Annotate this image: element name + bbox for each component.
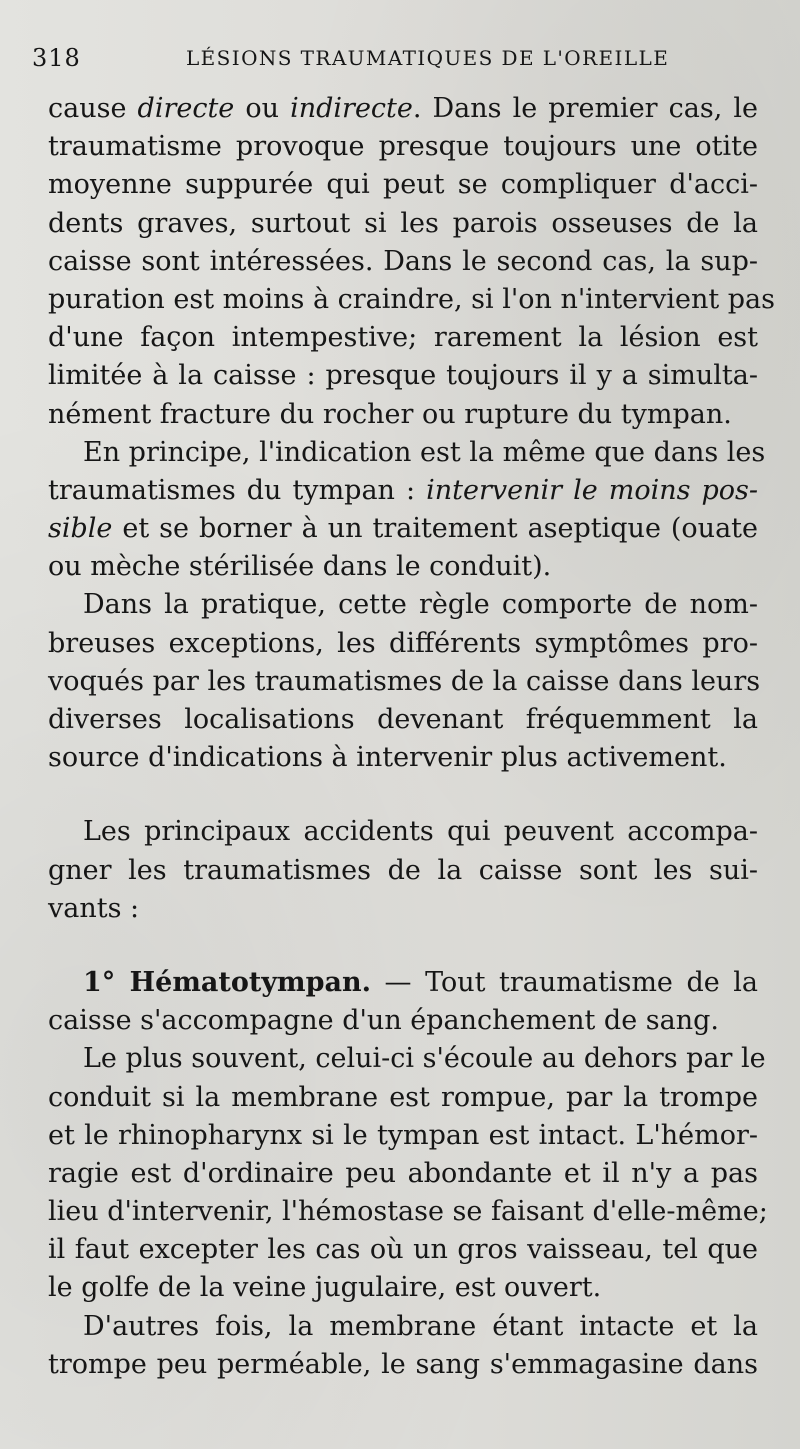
page-number: 318 [32,44,81,72]
text-run: . Dans le premier cas, le [412,93,758,124]
text-run: il faut excepter les cas où un gros vaisseau, tel que [48,1234,758,1266]
text-line [48,1308,758,1346]
text-run: lieu d'intervenir, l'hémostase se faisant d'elle-même; [48,1196,768,1228]
text-run: Les principaux accidents qui peuvent accompa- [83,816,758,848]
text-run: conduit si la membrane est rompue, par la trompe [48,1081,758,1113]
text-line [48,1346,758,1384]
text-line [48,396,758,434]
text-line [48,813,758,851]
running-header [22,40,752,74]
text-run: dents graves, surtout si les parois osseuses de la [48,207,758,239]
text-line [48,434,766,472]
text-run: ou mèche stérilisée dans le conduit). [48,551,552,583]
text-run: ragie est d'ordinaire peu abondante et il n'y a pas [48,1157,758,1189]
text-line [48,281,775,319]
text-line [48,1193,768,1231]
paragraph-spacer [48,928,758,964]
paragraph [48,964,758,1040]
text-line [48,243,758,281]
text-run: moyenne suppurée qui peut se compliquer d'acci- [48,169,758,201]
section-heading: 1° Hématotympan. [83,966,372,998]
text-line [48,1231,758,1269]
text-run: puration est moins à craindre, si l'on n'intervient pas [48,283,775,315]
text-line [48,548,758,586]
text-run: caisse sont intéressées. Dans le second cas, la sup- [48,245,758,277]
paragraph [48,813,758,928]
text-line [48,472,758,510]
paragraph [48,1040,768,1307]
text-run: Dans la pratique, cette règle comporte de nom- [83,589,758,621]
text-line [48,1117,758,1155]
text-line [48,701,758,739]
italic-text: intervenir le moins pos- [426,474,759,506]
text-line [48,1040,766,1078]
text-line [48,357,758,395]
text-line [48,510,758,548]
text-line [48,1079,758,1117]
italic-text: directe [137,93,235,124]
text-line [48,1002,758,1040]
text-run: limitée à la caisse : presque toujours il y a simulta- [48,360,758,392]
text-run: source d'indications à intervenir plus activement. [48,742,727,774]
text-run: diverses localisations devenant fréquemment la [48,704,758,735]
text-run: et se borner à un traitement aseptique (ouate [112,513,758,545]
text-run: gner les traumatismes de la caisse sont les sui- [48,854,758,886]
text-run: cause [48,93,138,124]
text-line [48,852,758,890]
text-run: le golfe de la veine jugulaire, est ouvert. [48,1272,602,1304]
text-line [48,90,758,128]
text-run: En principe, l'indication est la même que dans les [83,436,766,468]
paragraph [48,586,761,777]
text-line [48,319,758,357]
body-text [48,90,775,1384]
text-run: vants : [48,892,140,924]
text-run: — Tout traumatisme de la [371,966,758,998]
text-run: d'une façon intempestive; rarement la lésion est [48,322,758,354]
text-line [48,128,758,166]
text-run: breuses exceptions, les différents symptômes pro- [48,627,758,659]
text-line [48,964,758,1002]
text-run: trompe peu perméable, le sang s'emmagasine dans [48,1348,758,1380]
text-line [48,663,761,701]
text-run: traumatismes du tympan : [48,474,427,506]
text-run: D'autres fois, la membrane étant intacte et la [83,1310,758,1342]
text-line [48,890,758,928]
text-line [48,739,758,777]
text-run: et le rhinopharynx si le tympan est intact. L'hémor- [48,1119,758,1151]
text-line [48,1155,758,1193]
text-line [48,205,758,243]
paragraph-spacer [48,777,758,813]
italic-text: sible [48,513,113,545]
text-run: nément fracture du rocher ou rupture du tympan. [48,398,732,430]
text-run: traumatisme provoque presque toujours une otite [48,131,758,163]
text-run: ou [234,93,291,124]
text-run: voqués par les traumatismes de la caisse dans leurs [48,665,761,697]
text-line [48,625,758,663]
text-line [48,586,758,624]
text-line [48,166,758,204]
paragraph [48,1308,758,1384]
text-run: caisse s'accompagne d'un épanchement de sang. [48,1005,719,1037]
running-title: LÉSIONS TRAUMATIQUES DE L'OREILLE [186,46,670,70]
paragraph [48,90,775,434]
italic-text: indirecte [290,93,413,124]
text-run: Le plus souvent, celui-ci s'écoule au dehors par le [83,1043,766,1075]
paragraph [48,434,766,587]
text-line [48,1269,758,1307]
